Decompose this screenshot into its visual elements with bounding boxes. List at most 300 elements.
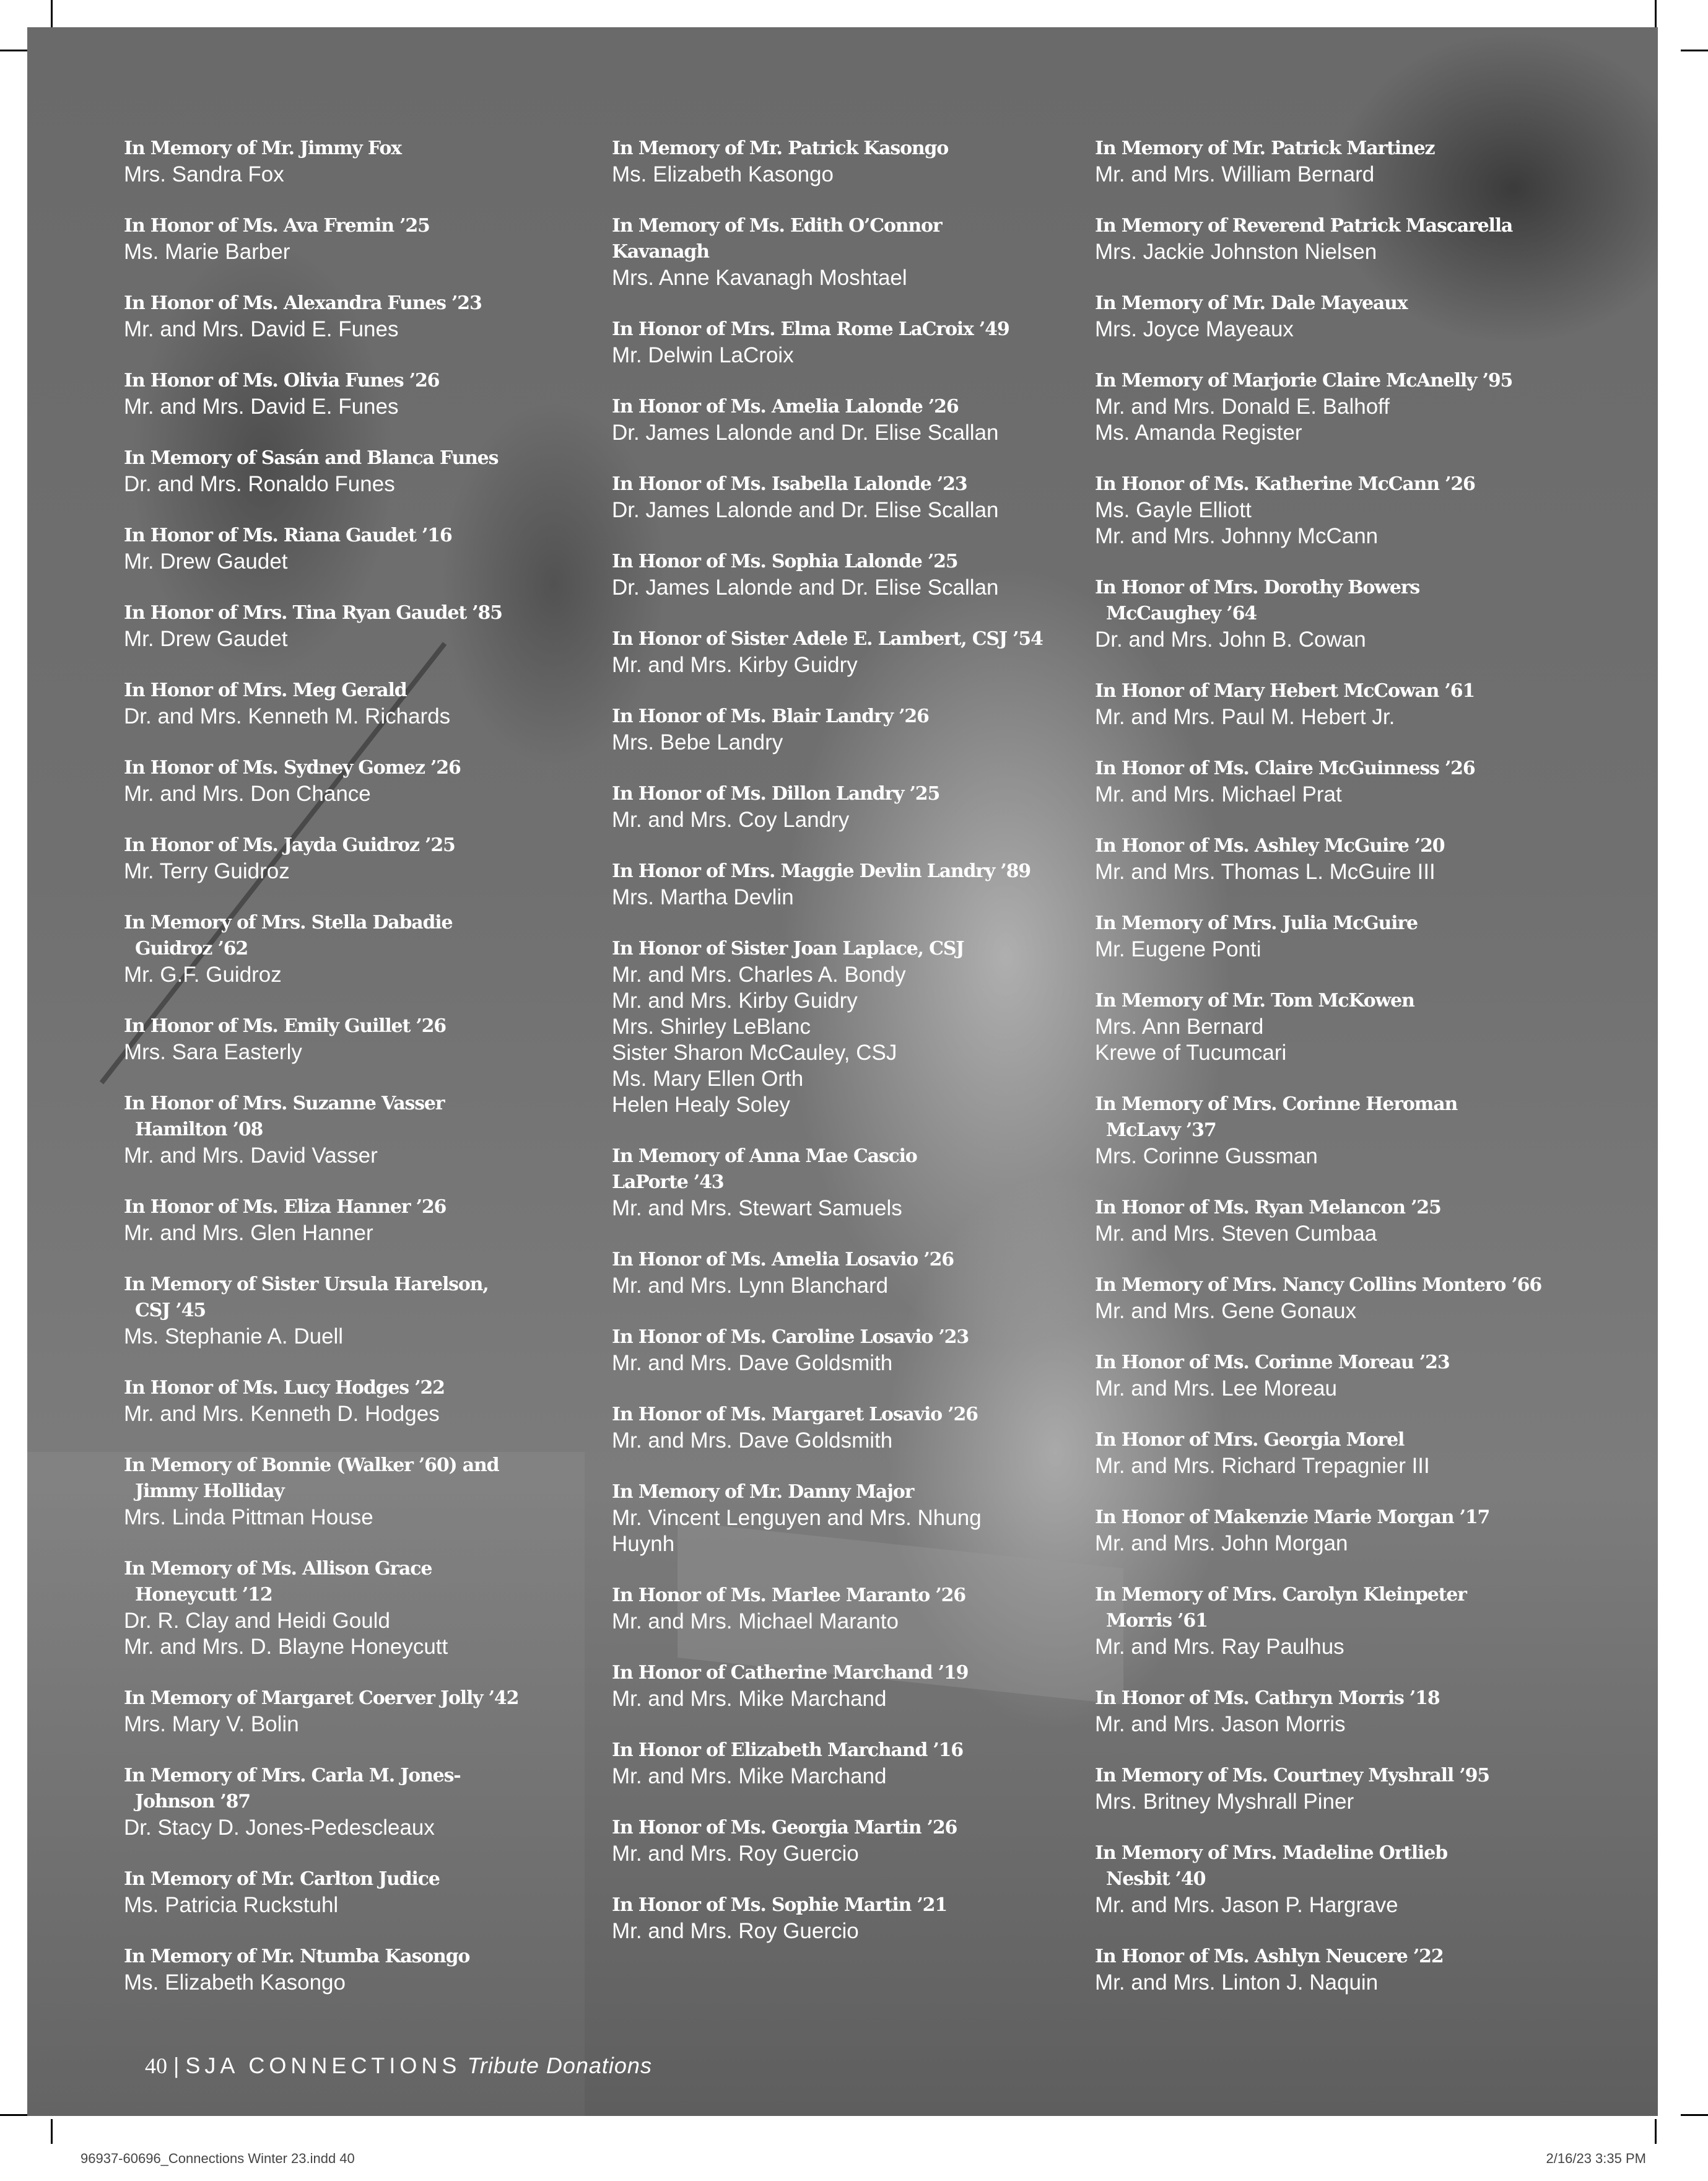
donor-name: Mr. and Mrs. Dave Goldsmith xyxy=(612,1351,893,1375)
donor-name: Mrs. Bebe Landry xyxy=(612,730,783,754)
tribute-heading-line: In Honor of Ms. Claire McGuinness ’26 xyxy=(1095,758,1475,779)
tribute-heading-line: In Honor of Ms. Corinne Moreau ’23 xyxy=(1095,1352,1450,1373)
tribute-heading-line: In Memory of Mr. Carlton Judice xyxy=(124,1868,440,1890)
tribute-heading-line: In Honor of Mrs. Maggie Devlin Landry ’89 xyxy=(612,860,1030,882)
tribute-entry xyxy=(1095,678,1578,730)
tribute-entry xyxy=(124,445,607,497)
donor-name: Mr. and Mrs. Roy Guercio xyxy=(612,1919,859,1943)
tribute-heading xyxy=(612,1143,1095,1195)
tribute-entry xyxy=(124,291,607,343)
tribute-heading xyxy=(612,1583,1095,1609)
tribute-heading xyxy=(124,1375,607,1401)
donor-name: Mr. and Mrs. Michael Prat xyxy=(1095,782,1342,806)
tribute-heading xyxy=(1095,911,1578,937)
tribute-heading xyxy=(124,1763,607,1815)
tribute-heading-line: Nesbit ’40 xyxy=(1106,1868,1206,1890)
tribute-heading-line: In Honor of Ms. Ashley McGuire ’20 xyxy=(1095,835,1445,857)
donor-name: Mr. Terry Guidroz xyxy=(124,859,290,883)
donor-name: Mr. and Mrs. Jason Morris xyxy=(1095,1712,1346,1736)
tribute-heading-line: In Honor of Mrs. Suzanne Vasser xyxy=(124,1093,445,1114)
tribute-heading xyxy=(612,1324,1095,1350)
donor-name: Ms. Elizabeth Kasongo xyxy=(124,1970,346,1995)
tribute-heading-line: In Honor of Elizabeth Marchand ’16 xyxy=(612,1739,963,1761)
tribute-heading xyxy=(1095,1505,1578,1531)
tribute-heading-line: In Memory of Bonnie (Walker ’60) and xyxy=(124,1454,499,1476)
tribute-heading xyxy=(124,136,607,162)
tribute-heading-line: In Honor of Ms. Blair Landry ’26 xyxy=(612,706,929,727)
donor-name: Mr. and Mrs. David E. Funes xyxy=(124,395,399,419)
tribute-entry xyxy=(124,678,607,730)
tribute-entry xyxy=(124,1556,607,1660)
tribute-entry xyxy=(612,1892,1095,1944)
donor-name: Huynh xyxy=(612,1532,675,1556)
tribute-entry xyxy=(124,1013,607,1065)
tribute-heading-line: In Memory of Reverend Patrick Mascarella xyxy=(1095,215,1513,237)
tribute-entry xyxy=(124,1375,607,1427)
tribute-entry xyxy=(1095,1350,1578,1402)
tribute-entry xyxy=(1095,1195,1578,1247)
tribute-heading-line: Jimmy Holliday xyxy=(135,1480,284,1502)
tribute-heading xyxy=(612,1479,1095,1505)
tribute-heading xyxy=(124,291,607,317)
tribute-heading-line: In Memory of Mrs. Madeline Ortlieb xyxy=(1095,1842,1447,1864)
tribute-heading-line: In Memory of Mr. Ntumba Kasongo xyxy=(124,1946,470,1967)
tribute-heading xyxy=(124,600,607,626)
tribute-entry xyxy=(124,833,607,885)
tribute-entry xyxy=(1095,291,1578,343)
tribute-heading xyxy=(612,1247,1095,1273)
donor-name: Ms. Gayle Elliott xyxy=(1095,498,1252,522)
crop-mark xyxy=(51,2119,53,2144)
tribute-entry xyxy=(1095,756,1578,808)
tribute-entry xyxy=(1095,471,1578,549)
tribute-entry xyxy=(1095,1763,1578,1815)
tribute-heading-line: Hamilton ’08 xyxy=(135,1119,263,1140)
donor-name: Ms. Patricia Ruckstuhl xyxy=(124,1893,339,1917)
donor-name: Mr. and Mrs. Lee Moreau xyxy=(1095,1376,1337,1401)
donor-name: Mr. and Mrs. D. Blayne Honeycutt xyxy=(124,1635,448,1659)
tribute-heading-line: In Honor of Mrs. Meg Gerald xyxy=(124,680,407,701)
tribute-heading-line: In Honor of Ms. Sydney Gomez ’26 xyxy=(124,757,461,779)
donor-name: Mrs. Linda Pittman House xyxy=(124,1505,373,1529)
tribute-heading xyxy=(124,833,607,859)
tribute-heading-line: In Memory of Mr. Tom McKowen xyxy=(1095,990,1414,1012)
tribute-heading xyxy=(612,394,1095,420)
donor-name: Mrs. Jackie Johnston Nielsen xyxy=(1095,240,1377,264)
tribute-entry xyxy=(124,1763,607,1841)
tribute-column-3 xyxy=(1095,136,1578,2021)
donor-name: Mr. and Mrs. Glen Hanner xyxy=(124,1221,373,1245)
tribute-entry xyxy=(124,755,607,807)
tribute-entry xyxy=(1095,136,1578,188)
tribute-entry xyxy=(612,213,1095,291)
tribute-heading-line: In Memory of Mr. Patrick Kasongo xyxy=(612,138,949,159)
tribute-entry xyxy=(612,626,1095,678)
donor-name: Mr. and Mrs. Mike Marchand xyxy=(612,1764,887,1788)
tribute-entry xyxy=(1095,1944,1578,1996)
donor-name: Mr. G.F. Guidroz xyxy=(124,963,282,987)
tribute-entry xyxy=(124,1091,607,1169)
tribute-column-2 xyxy=(612,136,1095,1970)
donor-name: Mr. Drew Gaudet xyxy=(124,627,288,651)
donor-name: Mr. and Mrs. Ray Paulhus xyxy=(1095,1635,1344,1659)
tribute-heading xyxy=(612,1892,1095,1918)
tribute-heading xyxy=(1095,368,1578,394)
tribute-entry xyxy=(124,1194,607,1246)
donor-name: Ms. Elizabeth Kasongo xyxy=(612,162,834,186)
tribute-heading xyxy=(124,445,607,471)
tribute-heading-line: In Honor of Mrs. Tina Ryan Gaudet ’85 xyxy=(124,602,502,624)
tribute-heading xyxy=(1095,678,1578,704)
tribute-entry xyxy=(124,600,607,652)
crop-mark xyxy=(0,2114,27,2116)
donor-name: Dr. James Lalonde and Dr. Elise Scallan xyxy=(612,498,999,522)
donor-name: Mr. and Mrs. Kirby Guidry xyxy=(612,989,858,1013)
tribute-heading-line: In Honor of Ms. Isabella Lalonde ’23 xyxy=(612,473,967,495)
donor-name: Mr. and Mrs. Charles A. Bondy xyxy=(612,963,906,987)
tribute-heading-line: In Honor of Mary Hebert McCowan ’61 xyxy=(1095,680,1475,702)
tribute-entry xyxy=(612,136,1095,188)
tribute-heading xyxy=(124,1685,607,1711)
tribute-heading-line: Morris ’61 xyxy=(1106,1610,1208,1632)
tribute-heading-line: Guidroz ’62 xyxy=(135,938,248,959)
tribute-heading-line: Johnson ’87 xyxy=(135,1791,250,1812)
tribute-heading-line: In Honor of Ms. Jayda Guidroz ’25 xyxy=(124,834,455,856)
tribute-entry xyxy=(612,1402,1095,1454)
tribute-heading xyxy=(124,910,607,962)
donor-name: Dr. R. Clay and Heidi Gould xyxy=(124,1609,390,1633)
donor-name: Mr. and Mrs. Donald E. Balhoff xyxy=(1095,395,1390,419)
tribute-entry xyxy=(612,1324,1095,1376)
donor-name: Mrs. Mary V. Bolin xyxy=(124,1712,299,1736)
donor-name: Mr. Delwin LaCroix xyxy=(612,343,794,367)
tribute-entry xyxy=(612,394,1095,446)
tribute-entry xyxy=(124,1453,607,1531)
tribute-heading-line: In Honor of Mrs. Dorothy Bowers xyxy=(1095,577,1420,598)
tribute-heading-line: In Honor of Ms. Riana Gaudet ’16 xyxy=(124,525,452,546)
tribute-heading xyxy=(1095,1685,1578,1711)
donor-name: Mr. and Mrs. Michael Maranto xyxy=(612,1609,899,1633)
tribute-heading xyxy=(1095,291,1578,317)
tribute-heading xyxy=(612,859,1095,885)
tribute-heading-line: In Memory of Mrs. Nancy Collins Montero ’66 xyxy=(1095,1274,1542,1296)
tribute-heading xyxy=(124,1091,607,1143)
tribute-heading-line: In Honor of Sister Joan Laplace, CSJ xyxy=(612,938,964,959)
tribute-heading xyxy=(1095,213,1578,239)
tribute-heading xyxy=(612,1815,1095,1841)
tribute-heading xyxy=(1095,471,1578,497)
donor-name: Krewe of Tucumcari xyxy=(1095,1041,1287,1065)
donor-name: Mr. and Mrs. Kirby Guidry xyxy=(612,653,858,677)
tribute-entry xyxy=(612,704,1095,756)
donor-name: Mr. and Mrs. John Morgan xyxy=(1095,1531,1348,1555)
tribute-heading-line: Honeycutt ’12 xyxy=(135,1584,272,1606)
tribute-heading xyxy=(1095,1944,1578,1970)
tribute-entry xyxy=(1095,1582,1578,1660)
tribute-heading xyxy=(1095,1840,1578,1892)
tribute-heading-line: Kavanagh xyxy=(612,241,709,263)
donor-name: Mr. and Mrs. Gene Gonaux xyxy=(1095,1299,1357,1323)
donor-name: Mrs. Joyce Mayeaux xyxy=(1095,317,1294,341)
tribute-entry xyxy=(1095,1505,1578,1557)
tribute-entry xyxy=(612,936,1095,1118)
tribute-heading-line: In Memory of Mrs. Carolyn Kleinpeter xyxy=(1095,1584,1466,1606)
donor-name: Mrs. Sandra Fox xyxy=(124,162,284,186)
tribute-heading xyxy=(124,755,607,781)
tribute-heading xyxy=(1095,1272,1578,1298)
donor-name: Ms. Mary Ellen Orth xyxy=(612,1067,804,1091)
tribute-heading-line: In Honor of Ms. Amelia Lalonde ’26 xyxy=(612,396,959,417)
tribute-entry xyxy=(612,1583,1095,1635)
tribute-heading-line: In Honor of Ms. Georgia Martin ’26 xyxy=(612,1817,957,1838)
crop-mark xyxy=(1681,2114,1708,2116)
tribute-heading xyxy=(124,1194,607,1220)
donor-name: Mr. and Mrs. Steven Cumbaa xyxy=(1095,1222,1377,1246)
tribute-entry xyxy=(124,1685,607,1737)
tribute-entry xyxy=(612,471,1095,523)
donor-name: Dr. and Mrs. Ronaldo Funes xyxy=(124,472,395,496)
donor-name: Ms. Marie Barber xyxy=(124,240,290,264)
donor-name: Mr. and Mrs. William Bernard xyxy=(1095,162,1375,186)
tribute-heading-line: In Honor of Ms. Dillon Landry ’25 xyxy=(612,783,940,805)
tribute-heading xyxy=(124,1453,607,1505)
tribute-entry xyxy=(1095,1427,1578,1479)
page-number: 40 xyxy=(145,2053,167,2078)
tribute-entry xyxy=(612,1143,1095,1222)
tribute-column-1 xyxy=(124,136,607,2021)
tribute-heading xyxy=(124,1944,607,1970)
tribute-entry xyxy=(124,1944,607,1996)
donor-name: Mr. and Mrs. Richard Trepagnier III xyxy=(1095,1454,1430,1478)
donor-name: Mr. and Mrs. Linton J. Naquin xyxy=(1095,1970,1379,1995)
tribute-heading xyxy=(1095,1582,1578,1634)
tribute-heading-line: CSJ ’45 xyxy=(135,1300,206,1321)
donor-name: Dr. and Mrs. Kenneth M. Richards xyxy=(124,704,451,728)
donor-name: Ms. Amanda Register xyxy=(1095,421,1302,445)
tribute-heading xyxy=(124,1866,607,1892)
tribute-entry xyxy=(124,368,607,420)
tribute-heading-line: In Memory of Mr. Danny Major xyxy=(612,1481,914,1503)
tribute-heading xyxy=(612,471,1095,497)
donor-name: Mr. and Mrs. Lynn Blanchard xyxy=(612,1274,889,1298)
tribute-heading xyxy=(612,626,1095,652)
tribute-heading-line: In Honor of Ms. Margaret Losavio ’26 xyxy=(612,1404,978,1425)
donor-name: Mrs. Sara Easterly xyxy=(124,1040,302,1064)
tribute-heading xyxy=(124,678,607,704)
tribute-entry xyxy=(124,1866,607,1918)
tribute-heading-line: In Honor of Ms. Ryan Melancon ’25 xyxy=(1095,1197,1441,1218)
tribute-entry xyxy=(1095,1840,1578,1918)
tribute-heading xyxy=(612,1660,1095,1686)
tribute-heading-line: In Honor of Ms. Olivia Funes ’26 xyxy=(124,370,440,391)
tribute-heading xyxy=(612,1737,1095,1764)
tribute-entry xyxy=(612,1660,1095,1712)
tribute-heading xyxy=(612,317,1095,343)
tribute-heading-line: In Memory of Anna Mae Cascio xyxy=(612,1145,917,1167)
tribute-heading xyxy=(1095,136,1578,162)
donor-name: Dr. James Lalonde and Dr. Elise Scallan xyxy=(612,421,999,445)
donor-name: Mrs. Corinne Gussman xyxy=(1095,1144,1318,1168)
tribute-heading xyxy=(1095,756,1578,782)
tribute-heading-line: In Honor of Ms. Caroline Losavio ’23 xyxy=(612,1326,969,1348)
tribute-entry xyxy=(1095,911,1578,963)
tribute-heading-line: In Memory of Ms. Edith O’Connor xyxy=(612,215,942,237)
footer-separator: | xyxy=(173,2053,180,2078)
tribute-entry xyxy=(1095,575,1578,653)
donor-name: Mr. and Mrs. Jason P. Hargrave xyxy=(1095,1893,1398,1917)
donor-name: Mr. Eugene Ponti xyxy=(1095,937,1261,961)
tribute-heading-line: In Memory of Mrs. Stella Dabadie xyxy=(124,912,453,933)
tribute-heading-line: In Honor of Mrs. Georgia Morel xyxy=(1095,1429,1405,1451)
donor-name: Mr. Drew Gaudet xyxy=(124,549,288,574)
tribute-heading-line: In Honor of Ms. Cathryn Morris ’18 xyxy=(1095,1687,1440,1709)
donor-name: Mr. and Mrs. David E. Funes xyxy=(124,317,399,341)
tribute-heading-line: In Honor of Ms. Amelia Losavio ’26 xyxy=(612,1249,954,1270)
crop-mark xyxy=(1655,2119,1657,2144)
tribute-heading-line: In Memory of Mr. Jimmy Fox xyxy=(124,138,401,159)
tribute-entry xyxy=(612,1247,1095,1299)
donor-name: Dr. and Mrs. John B. Cowan xyxy=(1095,627,1366,652)
tribute-entry xyxy=(612,1815,1095,1867)
tribute-heading-line: In Honor of Mrs. Elma Rome LaCroix ’49 xyxy=(612,318,1009,340)
tribute-heading xyxy=(1095,1195,1578,1221)
tribute-heading xyxy=(1095,988,1578,1014)
tribute-heading-line: McLavy ’37 xyxy=(1106,1119,1216,1141)
tribute-entry xyxy=(124,136,607,188)
tribute-heading xyxy=(1095,1091,1578,1143)
tribute-heading xyxy=(1095,575,1578,627)
tribute-heading-line: In Memory of Margaret Coerver Jolly ’42 xyxy=(124,1687,519,1709)
tribute-heading xyxy=(1095,1763,1578,1789)
tribute-heading-line: In Honor of Ms. Ava Fremin ’25 xyxy=(124,215,430,237)
donor-name: Mr. and Mrs. Kenneth D. Hodges xyxy=(124,1402,440,1426)
tribute-heading-line: In Memory of Ms. Courtney Myshrall ’95 xyxy=(1095,1765,1489,1786)
page-footer xyxy=(145,2053,652,2079)
tribute-heading xyxy=(612,704,1095,730)
crop-mark xyxy=(1681,50,1708,51)
tribute-heading-line: In Memory of Marjorie Claire McAnelly ’95 xyxy=(1095,370,1513,391)
tribute-entry xyxy=(1095,988,1578,1066)
tribute-heading-line: In Memory of Mr. Patrick Martinez xyxy=(1095,138,1435,159)
tribute-heading-line: In Memory of Mrs. Corinne Heroman xyxy=(1095,1093,1458,1115)
donor-name: Sister Sharon McCauley, CSJ xyxy=(612,1041,897,1065)
donor-name: Mrs. Anne Kavanagh Moshtael xyxy=(612,266,907,290)
donor-name: Dr. Stacy D. Jones-Pedescleaux xyxy=(124,1816,435,1840)
tribute-heading-line: In Honor of Ms. Sophie Martin ’21 xyxy=(612,1894,948,1916)
donor-name: Helen Healy Soley xyxy=(612,1093,790,1117)
tribute-heading-line: In Honor of Makenzie Marie Morgan ’17 xyxy=(1095,1506,1490,1528)
tribute-entry xyxy=(1095,368,1578,446)
print-slug-date: 2/16/23 3:35 PM xyxy=(1546,2151,1646,2166)
tribute-entry xyxy=(612,781,1095,833)
tribute-entry xyxy=(612,859,1095,911)
tribute-heading xyxy=(612,781,1095,807)
tribute-entry xyxy=(1095,1091,1578,1169)
tribute-entry xyxy=(1095,213,1578,265)
tribute-heading xyxy=(124,1556,607,1608)
donor-name: Mrs. Britney Myshrall Piner xyxy=(1095,1790,1354,1814)
tribute-heading xyxy=(612,549,1095,575)
tribute-heading-line: In Memory of Mrs. Julia McGuire xyxy=(1095,912,1418,934)
crop-mark xyxy=(51,0,53,27)
tribute-heading-line: In Memory of Mrs. Carla M. Jones- xyxy=(124,1765,461,1786)
tribute-heading-line: In Honor of Ms. Alexandra Funes ’23 xyxy=(124,292,482,314)
donor-name: Mr. and Mrs. Johnny McCann xyxy=(1095,524,1379,548)
tribute-entry xyxy=(612,549,1095,601)
tribute-heading-line: In Honor of Ms. Katherine McCann ’26 xyxy=(1095,473,1475,495)
tribute-heading-line: In Honor of Ms. Marlee Maranto ’26 xyxy=(612,1584,965,1606)
crop-mark xyxy=(0,50,27,51)
tribute-entry xyxy=(612,1737,1095,1790)
tribute-heading-line: LaPorte ’43 xyxy=(612,1171,724,1193)
magazine-page xyxy=(27,27,1658,2116)
tribute-heading-line: McCaughey ’64 xyxy=(1106,603,1257,624)
tribute-heading-line: In Memory of Mr. Dale Mayeaux xyxy=(1095,292,1408,314)
tribute-heading xyxy=(612,1402,1095,1428)
tribute-heading-line: In Honor of Ms. Eliza Hanner ’26 xyxy=(124,1196,447,1218)
donor-name: Mr. and Mrs. Mike Marchand xyxy=(612,1687,887,1711)
donor-name: Mr. and Mrs. Roy Guercio xyxy=(612,1842,859,1866)
crop-mark xyxy=(1655,0,1657,27)
donor-name: Mr. and Mrs. Dave Goldsmith xyxy=(612,1428,893,1453)
tribute-heading xyxy=(124,1013,607,1039)
donor-name: Dr. James Lalonde and Dr. Elise Scallan xyxy=(612,575,999,600)
tribute-heading xyxy=(1095,833,1578,859)
tribute-heading-line: In Honor of Ms. Lucy Hodges ’22 xyxy=(124,1377,445,1399)
donor-name: Mrs. Martha Devlin xyxy=(612,885,794,909)
donor-name: Mr. and Mrs. Coy Landry xyxy=(612,808,850,832)
tribute-entry xyxy=(124,1272,607,1350)
tribute-entry xyxy=(124,523,607,575)
donor-name: Mr. and Mrs. Stewart Samuels xyxy=(612,1196,902,1220)
tribute-heading xyxy=(124,523,607,549)
section-name: Tribute Donations xyxy=(467,2053,652,2078)
tribute-entry xyxy=(612,1479,1095,1557)
tribute-heading-line: In Memory of Sasán and Blanca Funes xyxy=(124,447,499,469)
publication-name: SJA CONNECTIONS xyxy=(185,2053,461,2078)
tribute-heading xyxy=(124,213,607,239)
print-slug-file: 96937-60696_Connections Winter 23.indd 40 xyxy=(81,2151,355,2166)
donor-name: Mr. and Mrs. Thomas L. McGuire III xyxy=(1095,860,1436,884)
tribute-heading-line: In Honor of Ms. Ashlyn Neucere ’22 xyxy=(1095,1946,1444,1967)
tribute-heading xyxy=(1095,1427,1578,1453)
donor-name: Mr. and Mrs. Paul M. Hebert Jr. xyxy=(1095,705,1395,729)
tribute-heading-line: In Honor of Sister Adele E. Lambert, CSJ ’54 xyxy=(612,628,1043,650)
donor-name: Mrs. Ann Bernard xyxy=(1095,1015,1264,1039)
donor-name: Mrs. Shirley LeBlanc xyxy=(612,1015,811,1039)
tribute-entry xyxy=(124,213,607,265)
tribute-heading-line: In Honor of Ms. Emily Guillet ’26 xyxy=(124,1015,446,1037)
tribute-entry xyxy=(124,910,607,988)
donor-name: Mr. Vincent Lenguyen and Mrs. Nhung xyxy=(612,1506,982,1530)
donor-name: Mr. and Mrs. David Vasser xyxy=(124,1143,378,1168)
tribute-entry xyxy=(1095,833,1578,885)
tribute-heading-line: In Honor of Ms. Sophia Lalonde ’25 xyxy=(612,551,958,572)
tribute-entry xyxy=(1095,1685,1578,1737)
tribute-heading xyxy=(612,936,1095,962)
tribute-heading-line: In Memory of Ms. Allison Grace xyxy=(124,1558,432,1580)
tribute-heading-line: In Honor of Catherine Marchand ’19 xyxy=(612,1662,969,1684)
tribute-entry xyxy=(1095,1272,1578,1324)
donor-name: Mr. and Mrs. Don Chance xyxy=(124,782,371,806)
donor-name: Ms. Stephanie A. Duell xyxy=(124,1324,344,1348)
tribute-heading xyxy=(124,1272,607,1324)
tribute-heading xyxy=(612,136,1095,162)
tribute-heading-line: In Memory of Sister Ursula Harelson, xyxy=(124,1274,489,1295)
tribute-heading xyxy=(124,368,607,394)
tribute-heading xyxy=(1095,1350,1578,1376)
tribute-entry xyxy=(612,317,1095,369)
